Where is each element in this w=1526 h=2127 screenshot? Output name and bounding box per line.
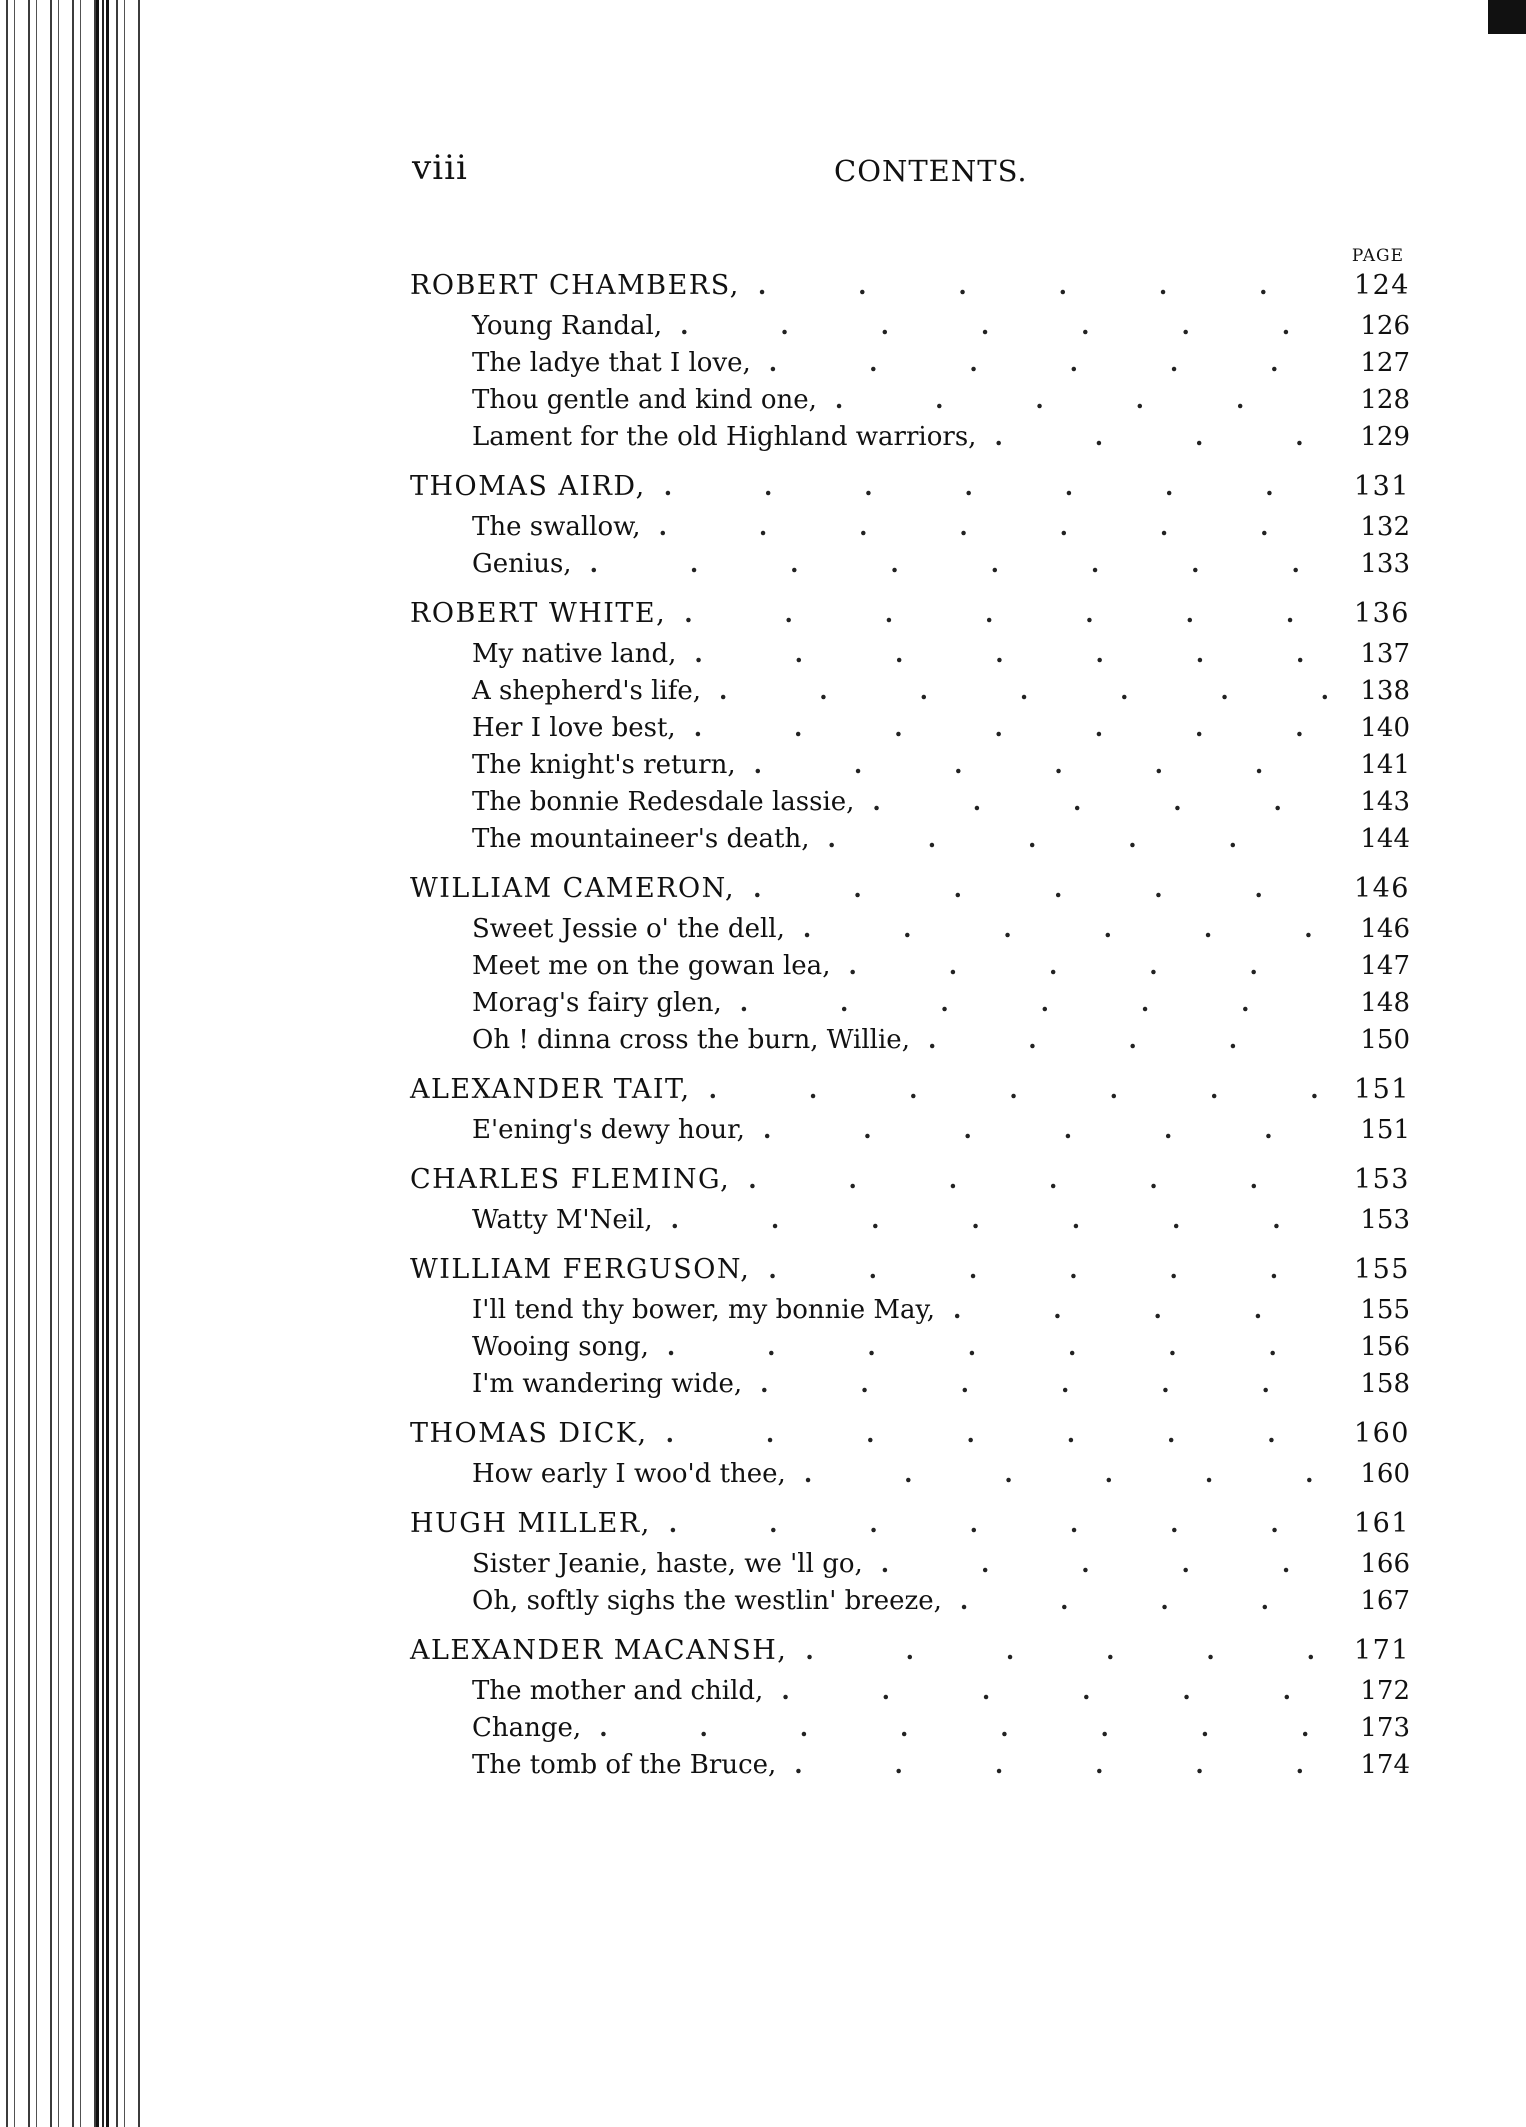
poem-title: Sweet Jessie o' the dell, (472, 914, 785, 944)
page-number: 137 (1360, 639, 1410, 669)
toc-poem-entry (410, 1676, 1410, 1713)
poem-title: I'm wandering wide, (472, 1369, 743, 1399)
poem-title: The bonnie Redesdale lassie, (472, 787, 855, 817)
page-number: 124 (1353, 270, 1410, 301)
toc-body (410, 270, 1410, 1787)
toc-poem-entry (410, 750, 1410, 787)
page-number: 143 (1360, 787, 1410, 817)
dot-leader (803, 914, 1328, 944)
toc-poem-entry (410, 914, 1410, 951)
poem-title: Lament for the old Highland warriors, (472, 422, 977, 452)
book-binding-edge (0, 0, 140, 2127)
dot-leader (669, 1508, 1328, 1539)
poem-title: E'ening's dewy hour, (472, 1115, 745, 1145)
toc-section (410, 1074, 1410, 1152)
page-number: 160 (1353, 1418, 1410, 1449)
dot-leader (758, 270, 1328, 301)
dot-leader (754, 750, 1328, 780)
page-number: 155 (1353, 1254, 1410, 1285)
dot-leader (590, 549, 1328, 579)
toc-author-entry (410, 1164, 1410, 1205)
toc-poem-entry (410, 1713, 1410, 1750)
poem-title: The ladye that I love, (472, 348, 751, 378)
page-number: 151 (1353, 1074, 1410, 1105)
page-number: 166 (1360, 1549, 1410, 1579)
dot-leader (667, 1332, 1328, 1362)
toc-poem-entry (410, 639, 1410, 676)
page-number: 148 (1360, 988, 1410, 1018)
dot-leader (748, 1164, 1328, 1195)
dot-leader (768, 1254, 1328, 1285)
dot-leader (960, 1586, 1328, 1616)
author-name: HUGH MILLER, (410, 1508, 651, 1539)
page-number: 132 (1360, 512, 1410, 542)
toc-poem-entry (410, 1369, 1410, 1406)
dot-leader (872, 787, 1328, 817)
toc-author-entry (410, 873, 1410, 914)
author-name: ALEXANDER TAIT, (410, 1074, 691, 1105)
toc-author-entry (410, 598, 1410, 639)
toc-poem-entry (410, 951, 1410, 988)
toc-author-entry (410, 1418, 1410, 1459)
toc-section (410, 1418, 1410, 1496)
toc-poem-entry (410, 1295, 1410, 1332)
toc-poem-entry (410, 1332, 1410, 1369)
dot-leader (835, 385, 1328, 415)
page-number: 146 (1353, 873, 1410, 904)
page-number: 174 (1360, 1750, 1410, 1780)
toc-poem-entry (410, 787, 1410, 824)
toc-poem-entry (410, 676, 1410, 713)
poem-title: My native land, (472, 639, 677, 669)
page-number: 126 (1360, 311, 1410, 341)
poem-title: Sister Jeanie, haste, we 'll go, (472, 1549, 863, 1579)
poem-title: Genius, (472, 549, 572, 579)
author-name: CHARLES FLEMING, (410, 1164, 731, 1195)
toc-author-entry (410, 1254, 1410, 1295)
poem-title: The mountaineer's death, (472, 824, 810, 854)
dot-leader (928, 1025, 1328, 1055)
page-number: 136 (1353, 598, 1410, 629)
toc-poem-entry (410, 348, 1410, 385)
dot-leader (753, 873, 1328, 904)
dot-leader (781, 1676, 1328, 1706)
page-header (412, 148, 1422, 198)
dot-leader (666, 1418, 1328, 1449)
toc-poem-entry (410, 422, 1410, 459)
dot-leader (664, 471, 1328, 502)
author-name: ROBERT WHITE, (410, 598, 667, 629)
page-number: 172 (1360, 1676, 1410, 1706)
dot-leader (805, 1635, 1328, 1666)
toc-author-entry (410, 1508, 1410, 1549)
toc-section (410, 1254, 1410, 1406)
toc-poem-entry (410, 1115, 1410, 1152)
page-number: 171 (1353, 1635, 1410, 1666)
dot-leader (994, 422, 1328, 452)
page-number: 128 (1360, 385, 1410, 415)
poem-title: A shepherd's life, (472, 676, 702, 706)
poem-title: I'll tend thy bower, my bonnie May, (472, 1295, 935, 1325)
toc-poem-entry (410, 385, 1410, 422)
poem-title: Meet me on the gowan lea, (472, 951, 831, 981)
poem-title: The swallow, (472, 512, 641, 542)
page-column-label: PAGE (1351, 246, 1404, 266)
page-number: 161 (1353, 1508, 1410, 1539)
dot-leader (684, 598, 1328, 629)
page-number: 144 (1360, 824, 1410, 854)
page-number: 151 (1360, 1115, 1410, 1145)
author-name: ROBERT CHAMBERS, (410, 270, 740, 301)
dot-leader (760, 1369, 1328, 1399)
poem-title: Her I love best, (472, 713, 676, 743)
page-number: 131 (1353, 471, 1410, 502)
poem-title: How early I woo'd thee, (472, 1459, 786, 1489)
toc-author-entry (410, 471, 1410, 512)
dot-leader (599, 1713, 1328, 1743)
page-number: 158 (1360, 1369, 1410, 1399)
poem-title: Morag's fairy glen, (472, 988, 722, 1018)
toc-poem-entry (410, 1549, 1410, 1586)
toc-poem-entry (410, 1586, 1410, 1623)
dot-leader (881, 1549, 1328, 1579)
book-spine-lines (96, 0, 110, 2127)
dot-leader (769, 348, 1328, 378)
dot-leader (848, 951, 1328, 981)
dot-leader (671, 1205, 1328, 1235)
page-number: 155 (1360, 1295, 1410, 1325)
page-number: 150 (1360, 1025, 1410, 1055)
dot-leader (740, 988, 1328, 1018)
page-number: 127 (1360, 348, 1410, 378)
dot-leader (719, 676, 1328, 706)
dot-leader (763, 1115, 1328, 1145)
poem-title: Oh ! dinna cross the burn, Willie, (472, 1025, 910, 1055)
toc-section (410, 1635, 1410, 1787)
author-name: THOMAS DICK, (410, 1418, 648, 1449)
poem-title: Oh, softly sighs the westlin' breeze, (472, 1586, 942, 1616)
poem-title: Watty M'Neil, (472, 1205, 653, 1235)
toc-author-entry (410, 270, 1410, 311)
toc-section (410, 598, 1410, 861)
toc-section (410, 471, 1410, 586)
toc-section (410, 1508, 1410, 1623)
table-of-contents (410, 246, 1410, 1799)
toc-poem-entry (410, 1205, 1410, 1242)
author-name: ALEXANDER MACANSH, (410, 1635, 788, 1666)
poem-title: Young Randal, (472, 311, 663, 341)
page-number: 129 (1360, 422, 1410, 452)
toc-poem-entry (410, 1750, 1410, 1787)
author-name: THOMAS AIRD, (410, 471, 646, 502)
page-number: 156 (1360, 1332, 1410, 1362)
toc-section (410, 270, 1410, 459)
page-number: 141 (1360, 750, 1410, 780)
page-number: 153 (1360, 1205, 1410, 1235)
page-number: 167 (1360, 1586, 1410, 1616)
toc-poem-entry (410, 824, 1410, 861)
toc-poem-entry (410, 1459, 1410, 1496)
page-number: 133 (1360, 549, 1410, 579)
toc-author-entry (410, 1635, 1410, 1676)
dot-leader (694, 639, 1328, 669)
page-number: 146 (1360, 914, 1410, 944)
toc-section (410, 1164, 1410, 1242)
page-number: 138 (1360, 676, 1410, 706)
toc-section (410, 873, 1410, 1062)
dot-leader (709, 1074, 1328, 1105)
dot-leader (953, 1295, 1328, 1325)
page-number: 140 (1360, 713, 1410, 743)
toc-poem-entry (410, 988, 1410, 1025)
dot-leader (794, 1750, 1328, 1780)
toc-poem-entry (410, 512, 1410, 549)
toc-author-entry (410, 1074, 1410, 1115)
running-title: CONTENTS. (834, 154, 1028, 188)
page-number: 173 (1360, 1713, 1410, 1743)
page-folio: viii (412, 148, 468, 188)
poem-title: The tomb of the Bruce, (472, 1750, 777, 1780)
poem-title: The knight's return, (472, 750, 736, 780)
toc-poem-entry (410, 1025, 1410, 1062)
poem-title: Change, (472, 1713, 582, 1743)
dot-leader (694, 713, 1328, 743)
toc-poem-entry (410, 713, 1410, 750)
page-number: 153 (1353, 1164, 1410, 1195)
author-name: WILLIAM FERGUSON, (410, 1254, 751, 1285)
toc-poem-entry (410, 311, 1410, 348)
page-number: 160 (1360, 1459, 1410, 1489)
poem-title: Wooing song, (472, 1332, 649, 1362)
dot-leader (828, 824, 1329, 854)
dot-leader (659, 512, 1328, 542)
poem-title: Thou gentle and kind one, (472, 385, 817, 415)
dot-leader (804, 1459, 1328, 1489)
corner-ink-mark (1488, 0, 1526, 34)
poem-title: The mother and child, (472, 1676, 764, 1706)
author-name: WILLIAM CAMERON, (410, 873, 736, 904)
dot-leader (680, 311, 1328, 341)
page-number: 147 (1360, 951, 1410, 981)
toc-poem-entry (410, 549, 1410, 586)
